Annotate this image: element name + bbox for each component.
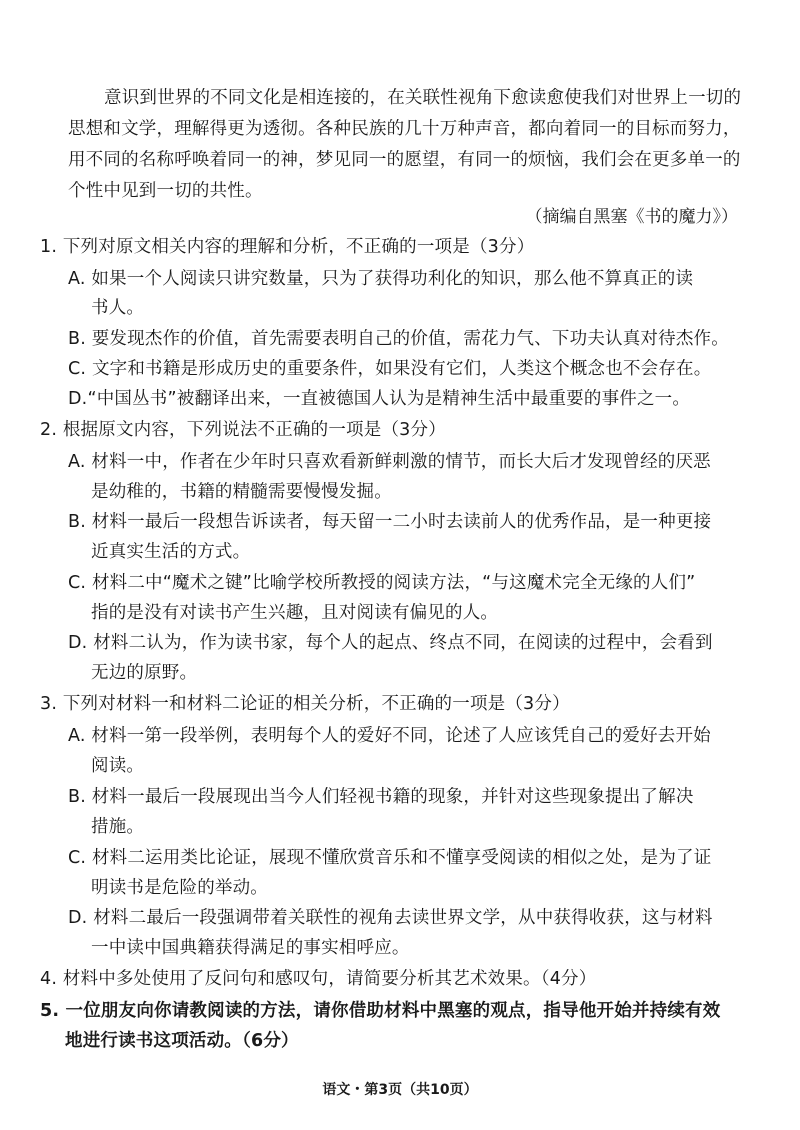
question-2-option-a-cont: 是幼稚的，书籍的精髓需要慢慢发掘。: [91, 482, 392, 502]
question-2-option-d-cont: 无边的原野。: [91, 663, 198, 683]
question-4-stem: 4. 材料中多处使用了反问句和感叹句，请简要分析其艺术效果。（4分）: [40, 969, 597, 989]
question-3-option-c-cont: 明读书是危险的举动。: [91, 878, 268, 898]
question-5-stem: 5. 一位朋友向你请教阅读的方法，请你借助材料中黑塞的观点，指导他开始并持续有效: [40, 1001, 721, 1021]
passage-line-2: 思想和文学，理解得更为透彻。各种民族的几十万种声音，都向着同一的目标而努力，: [68, 119, 741, 139]
passage-source: （摘编自黑塞《书的魔力》）: [525, 207, 738, 227]
question-3-option-c: C. 材料二运用类比论证，展现不懂欣赏音乐和不懂享受阅读的相似之处，是为了证: [68, 848, 712, 868]
question-3-option-d: D. 材料二最后一段强调带着关联性的视角去读世界文学，从中获得收获，这与材料: [68, 908, 713, 928]
question-1-option-a: A. 如果一个人阅读只讲究数量，只为了获得功利化的知识，那么他不算真正的读: [68, 269, 694, 289]
question-2-option-b-cont: 近真实生活的方式。: [91, 542, 251, 562]
question-1-stem: 1. 下列对原文相关内容的理解和分析，不正确的一项是（3分）: [40, 237, 535, 257]
question-5-stem-cont: 地进行读书这项活动。（6分）: [65, 1031, 299, 1051]
question-2-option-b: B. 材料一最后一段想告诉读者，每天留一二小时去读前人的优秀作品，是一种更接: [68, 512, 712, 532]
passage-line-3: 用不同的名称呼唤着同一的神，梦见同一的愿望，有同一的烦恼，我们会在更多单一的: [68, 150, 741, 170]
question-1-option-a-cont: 书人。: [91, 298, 145, 318]
question-3-stem: 3. 下列对材料一和材料二论证的相关分析，不正确的一项是（3分）: [40, 694, 570, 714]
question-3-option-a-cont: 阅读。: [91, 756, 145, 776]
question-1-option-d: D.“中国丛书”被翻译出来，一直被德国人认为是精神生活中最重要的事件之一。: [68, 389, 691, 409]
question-3-option-d-cont: 一中读中国典籍获得满足的事实相呼应。: [91, 938, 410, 958]
question-1-option-c: C. 文字和书籍是形成历史的重要条件，如果没有它们，人类这个概念也不会存在。: [68, 359, 712, 379]
question-2-option-a: A. 材料一中，作者在少年时只喜欢看新鲜刺激的情节，而长大后才发现曾经的厌恶: [68, 452, 711, 472]
passage-line-4: 个性中见到一切的共性。: [68, 181, 263, 201]
question-2-stem: 2. 根据原文内容，下列说法不正确的一项是（3分）: [40, 420, 446, 440]
question-3-option-a: A. 材料一第一段举例，表明每个人的爱好不同，论述了人应该凭自己的爱好去开始: [68, 726, 711, 746]
question-1-option-b: B. 要发现杰作的价值，首先需要表明自己的价值，需花力气、下功夫认真对待杰作。: [68, 329, 729, 349]
question-3-option-b: B. 材料一最后一段展现出当今人们轻视书籍的现象，并针对这些现象提出了解决: [68, 787, 694, 807]
page-footer: 语文・第3页（共10页）: [322, 1082, 478, 1098]
question-3-option-b-cont: 措施。: [91, 817, 145, 837]
question-2-option-c: C. 材料二中“魔术之键”比喻学校所教授的阅读方法，“与这魔术完全无缘的人们”: [68, 573, 696, 593]
question-2-option-d: D. 材料二认为，作为读书家，每个人的起点、终点不同，在阅读的过程中，会看到: [68, 633, 713, 653]
question-2-option-c-cont: 指的是没有对读书产生兴趣，且对阅读有偏见的人。: [91, 603, 499, 623]
passage-line-1: 意识到世界的不同文化是相连接的，在关联性视角下愈读愈使我们对世界上一切的: [104, 88, 742, 108]
